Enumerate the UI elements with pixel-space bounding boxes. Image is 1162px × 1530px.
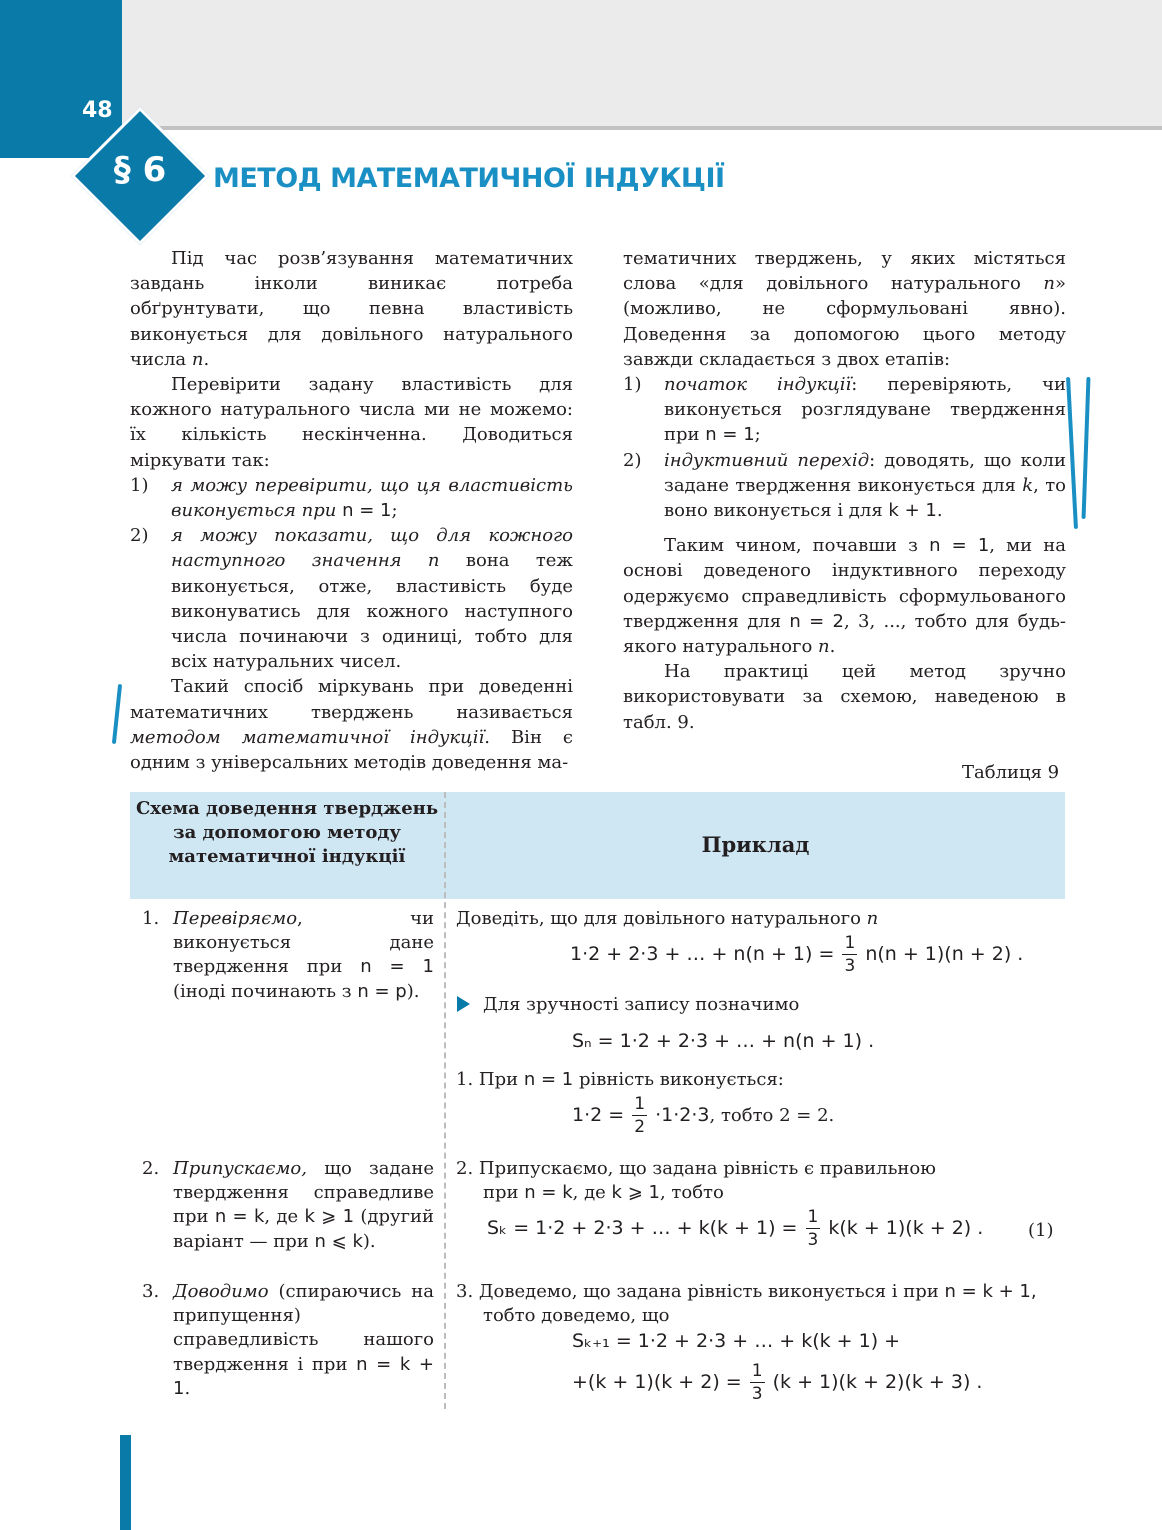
step-3: 3. Доведемо, що задана рівність виконується і при n = k + 1, [456, 1281, 1037, 1302]
table-header-left: Схема доведення тверджень за допомогою методу математичної індукції [135, 798, 439, 867]
list-item: 2) я можу показати, що для кожного наступного значення n вона теж виконується, отже, властивість буде виконуватись для кожного наступного числа починаючи з одиниці, тобто для всіх натуральних чисел. [130, 525, 573, 673]
term: методом математичної індукції [130, 726, 485, 748]
scheme-step-3: 3. Доводимо (спираючись на припущення) справедливість нашого твердження і при n = k + 1. [142, 1281, 434, 1399]
list-item: 2) індуктивний перехід: доводять, що коли задане твердження виконується для k, то воно виконується і для k + 1. [623, 449, 1066, 522]
step-3-cont: тобто доведемо, що [483, 1305, 670, 1326]
step-1: 1. При n = 1 рівність виконується: [456, 1069, 784, 1090]
paragraph: Такий спосіб міркувань при доведенні математичних тверджень називається методом математичної індукції. Він є одним з універсальних методів доведення ма- [130, 676, 574, 774]
list-item: 1) початок індукції: перевіряють, чи виконується розглядуване твердження при n = 1; [623, 374, 1066, 446]
scheme-step-2: 2. Припускаємо, що задане твердження справедливе при n = k, де k ⩾ 1 (другий варіант — при n ⩽ k). [142, 1158, 434, 1252]
paragraph: Під час розв’язування математичних завдань інколи виникає потреба обґрунтувати, що певна властивість виконується для довільного натурального числа n. [130, 248, 573, 370]
fraction: $\frac{1}{3}$ [751, 1361, 763, 1404]
example-intro: Доведіть, що для довільного натурального n [456, 908, 879, 929]
margin-mark [1082, 377, 1091, 519]
proof-start-icon [457, 996, 470, 1012]
section-mark: § 6 [113, 150, 167, 190]
paragraph: Перевірити задану властивість для кожного натурального числа ми не можемо: їх кількість нескінченна. Доводиться міркувати так: [130, 374, 573, 471]
corner-accent [0, 0, 122, 158]
header-band [122, 0, 1162, 128]
sn-formula: Sₙ = 1·2 + 2·3 + … + n(n + 1) . [572, 1030, 875, 1052]
paragraph: На практиці цей метод зручно використовувати за схемою, наведеною в табл. 9. [623, 661, 1066, 733]
step-2-cont: при n = k, де k ⩾ 1, тобто [483, 1182, 724, 1203]
margin-mark [1066, 377, 1078, 529]
margin-mark [112, 684, 122, 744]
fraction: $\frac{1}{3}$ [844, 933, 856, 976]
left-column [130, 246, 573, 775]
fraction: $\frac{1}{2}$ [634, 1094, 646, 1137]
notation-note: Для зручності запису позначимо [483, 994, 800, 1015]
paragraph: тематичних тверджень, у яких містяться слова «для довільного натурального n» (можливо, не сформульовані явно). Доведення за допомогою цього методу завжди складається з двох етапів: [623, 248, 1066, 370]
list-item: 1) я можу перевірити, що ця властивість виконується при n = 1; [130, 474, 573, 522]
table-caption: Таблиця 9 [962, 762, 1060, 783]
step-2: 2. Припускаємо, що задана рівність є правильною [456, 1158, 936, 1179]
step-1-formula: 1·2 = $\frac{1}{2}$ ·1·2·3, тобто 2 = 2. [572, 1094, 835, 1137]
step-3-formula-line1: Sₖ₊₁ = 1·2 + 2·3 + … + k(k + 1) + [572, 1330, 901, 1352]
equation-label: (1) [1028, 1220, 1054, 1241]
page-number: 48 [82, 98, 113, 123]
right-column [623, 246, 1066, 735]
paragraph: Таким чином, почавши з n = 1, ми на основі доведеного індуктивного переходу одержуємо справедливість сформульованого твердження для n = 2, 3, ..., тобто для будь-якого натурального n. [623, 535, 1066, 658]
table-header-right: Приклад [701, 832, 810, 857]
scheme-step-1: 1. Перевіряємо, чи виконується дане твердження при n = 1 (іноді починають з n = p). [142, 908, 434, 1002]
chapter-title: МЕТОД МАТЕМАТИЧНОЇ ІНДУКЦІЇ [213, 163, 725, 194]
table-divider [444, 792, 446, 1409]
step-3-formula-line2: +(k + 1)(k + 2) = $\frac{1}{3}$ (k + 1)(k + 2)(k + 3) . [572, 1361, 983, 1404]
step-2-formula: Sₖ = 1·2 + 2·3 + … + k(k + 1) = $\frac{1}{3}$ k(k + 1)(k + 2) . [487, 1207, 984, 1250]
bottom-accent-bar [120, 1435, 131, 1530]
header-rule [122, 126, 1162, 130]
main-formula: 1·2 + 2·3 + … + n(n + 1) = $\frac{1}{3}$ n(n + 1)(n + 2) . [570, 933, 1024, 976]
fraction: $\frac{1}{3}$ [807, 1207, 819, 1250]
